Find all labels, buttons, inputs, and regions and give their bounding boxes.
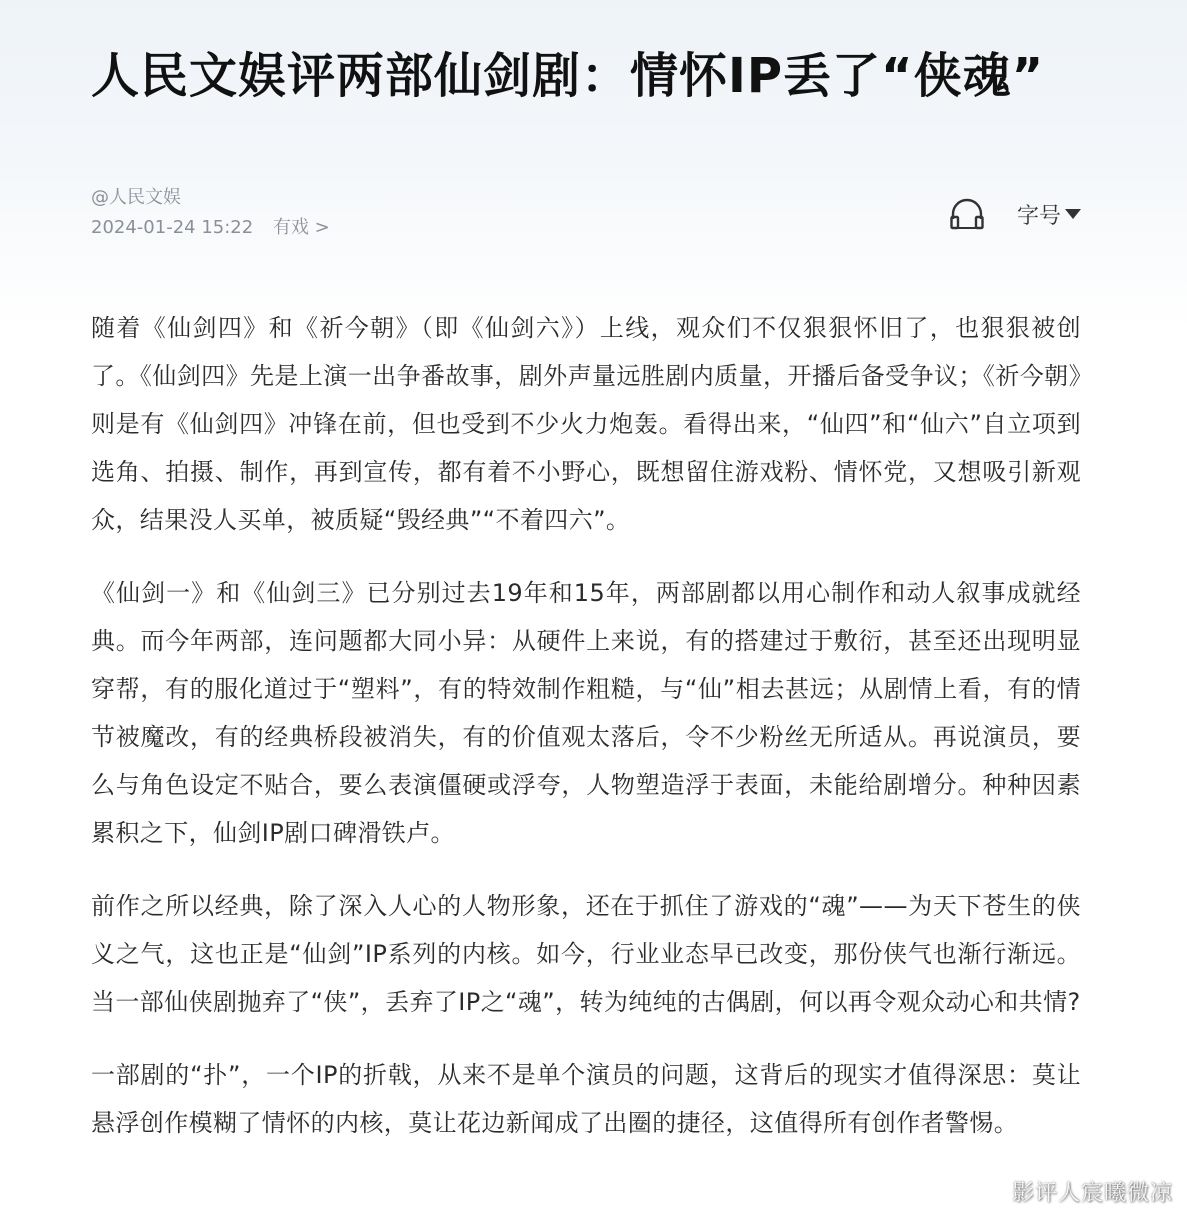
article-tools (949, 194, 1081, 234)
publish-datetime: 2024-01-24 15:22 (91, 217, 254, 238)
paragraph: 一部剧的“扑”，一个IP的折戟，从来不是单个演员的问题，这背后的现实才值得深思：莫让悬浮创作模糊了情怀的内核，莫让花边新闻成了出圈的捷径，这值得所有创作者警惕。 (91, 1061, 1081, 1137)
channel-link[interactable]: 有戏 > (272, 217, 330, 238)
font-size-button[interactable] (1017, 199, 1081, 230)
headphone-icon[interactable] (949, 197, 985, 231)
watermark: 影评人宸曦微凉 (1011, 1181, 1173, 1206)
font-size-label: 字号 (1016, 203, 1061, 229)
article-header (91, 40, 1081, 112)
paragraph: 前作之所以经典，除了深入人心的人物形象，还在于抓住了游戏的“魂”——为天下苍生的侠义之气，这也正是“仙剑”IP系列的内核。如今，行业业态早已改变，那份侠气也渐行渐远。当一部仙侠剧抛弃了“侠”，丢弃了IP之“魂”，转为纯纯的古偶剧，何以再令观众动心和共情? (91, 892, 1081, 1016)
article-meta (91, 184, 1081, 244)
publish-info (91, 214, 1081, 242)
article-body (91, 304, 1081, 1172)
paragraph: 《仙剑一》和《仙剑三》已分别过去19年和15年，两部剧都以用心制作和动人叙事成就经典。而今年两部，连问题都大同小异：从硬件上来说，有的搭建过于敷衍，甚至还出现明显穿帮，有的服化道过于“塑料”，有的特效制作粗糙，与“仙”相去甚远；从剧情上看，有的情节被魔改，有的经典桥段被消失，有的价值观太落后，令不少粉丝无所适从。再说演员，要么与角色设定不贴合，要么表演僵硬或浮夸，人物塑造浮于表面，未能给剧增分。种种因素累积之下，仙剑IP剧口碑滑铁卢。 (91, 579, 1081, 847)
paragraph: 随着《仙剑四》和《祈今朝》（即《仙剑六》）上线，观众们不仅狠狠怀旧了，也狠狠被创了。《仙剑四》先是上演一出争番故事，剧外声量远胜剧内质量，开播后备受争议；《祈今朝》则是有《仙剑四》冲锋在前，但也受到不少火力炮轰。看得出来，“仙四”和“仙六”自立项到选角、拍摄、制作，再到宣传，都有着不小野心，既想留住游戏粉、情怀党，又想吸引新观众，结果没人买单，被质疑“毁经典”“不着四六”。 (91, 314, 1082, 534)
article-title: 人民文娱评两部仙剑剧：情怀IP丢了“侠魂” (91, 48, 1045, 104)
caret-down-icon (1065, 209, 1081, 219)
author-name[interactable]: @人民文娱 (91, 187, 181, 208)
